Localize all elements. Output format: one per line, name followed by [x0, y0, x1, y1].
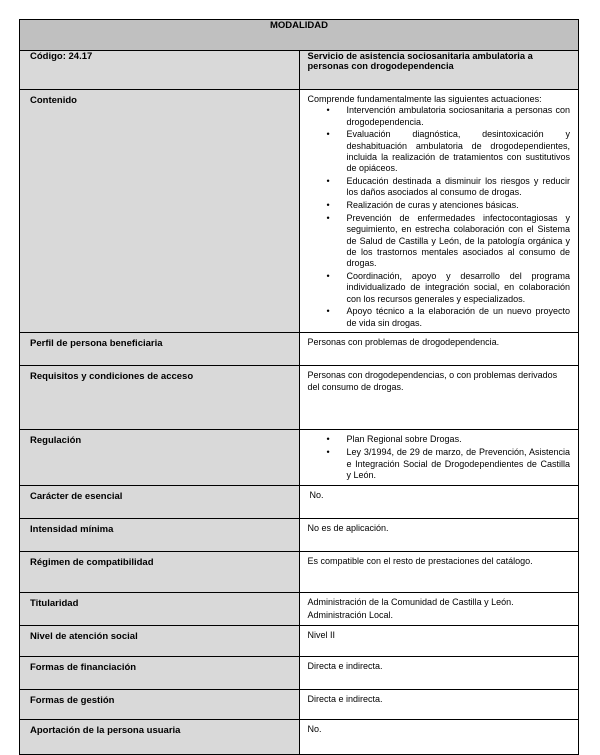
label-caracter: Carácter de esencial — [20, 485, 300, 518]
label-nivel: Nivel de atención social — [20, 625, 300, 656]
bullet-glyph: • — [326, 176, 330, 187]
row-regulacion — [20, 430, 579, 485]
list-item: • Coordinación, apoyo y desarrollo del programa individualizado de integración social, en colaboración con los recursos generales y especializados. — [326, 270, 570, 304]
service-title: Servicio de asistencia sociosanitaria ambulatoria a personas con drogodependencia — [299, 51, 579, 90]
label-financiacion: Formas de financiación — [20, 656, 300, 689]
value-gestion: Directa e indirecta. — [299, 689, 579, 719]
value-titularidad — [299, 592, 579, 625]
bullet-glyph: • — [326, 306, 330, 317]
label-gestion: Formas de gestión — [20, 689, 300, 719]
list-item: • Prevención de enfermedades infectocontagiosas y seguimiento, en estrecha colaboración con el Sistema de Salud de Castilla y León, de la patología orgánica y de los trastornos mentales asociados al consumo de drogas. — [326, 212, 570, 269]
header-row — [20, 20, 579, 51]
bullet-glyph: • — [326, 447, 330, 458]
modalidad-table — [19, 19, 579, 755]
row-titularidad — [20, 592, 579, 625]
label-regulacion: Regulación — [20, 430, 300, 485]
row-caracter — [20, 485, 579, 518]
value-contenido — [299, 90, 579, 333]
label-regimen: Régimen de compatibilidad — [20, 551, 300, 592]
value-intensidad: No es de aplicación. — [299, 518, 579, 551]
row-nivel — [20, 625, 579, 656]
label-contenido: Contenido — [20, 90, 300, 333]
list-item: • Plan Regional sobre Drogas. — [326, 434, 462, 445]
value-regulacion — [299, 430, 579, 485]
bullet-glyph: • — [326, 129, 330, 140]
bullet-glyph: • — [326, 434, 330, 445]
row-contenido — [20, 90, 579, 333]
code-label: Código: 24.17 — [20, 51, 300, 90]
code-row — [20, 51, 579, 90]
regulacion-list — [308, 434, 571, 481]
label-perfil: Perfil de persona beneficiaria — [20, 333, 300, 366]
list-item: • Ley 3/1994, de 29 de marzo, de Prevención, Asistencia e Integración Social de Drogodependientes de Castilla y León. — [326, 447, 570, 480]
bullet-glyph: • — [326, 105, 330, 116]
row-gestion — [20, 689, 579, 719]
value-requisitos: Personas con drogodependencias, o con problemas derivados del consumo de drogas. — [299, 366, 579, 430]
row-financiacion — [20, 656, 579, 689]
contenido-list — [308, 105, 571, 329]
label-intensidad: Intensidad mínima — [20, 518, 300, 551]
titularidad-line-2: Administración Local. — [307, 609, 394, 620]
bullet-glyph: • — [326, 200, 330, 211]
bullet-glyph: • — [326, 212, 330, 223]
titularidad-line-1: Administración de la Comunidad de Castilla y León. — [307, 596, 514, 607]
label-titularidad: Titularidad — [20, 592, 300, 625]
row-intensidad — [20, 518, 579, 551]
value-financiacion: Directa e indirecta. — [299, 656, 579, 689]
value-caracter: No. — [299, 485, 579, 518]
value-regimen: Es compatible con el resto de prestaciones del catálogo. — [299, 551, 579, 592]
list-item: • Realización de curas y atenciones básicas. — [326, 200, 519, 211]
list-item: • Evaluación diagnóstica, desintoxicación y deshabituación ambulatoria de drogodependientes, incluida la realización de tratamientos con sustitutivos de opiáceos. — [326, 129, 570, 174]
bullet-glyph: • — [326, 270, 330, 281]
list-item: • Educación destinada a disminuir los riesgos y reducir los daños asociados al consumo de drogas. — [326, 176, 570, 198]
row-aportacion — [20, 719, 579, 754]
row-regimen — [20, 551, 579, 592]
label-requisitos: Requisitos y condiciones de acceso — [20, 366, 300, 430]
row-perfil — [20, 333, 579, 366]
value-nivel: Nivel II — [299, 625, 579, 656]
list-item: • Apoyo técnico a la elaboración de un nuevo proyecto de vida sin drogas. — [326, 306, 570, 328]
value-perfil: Personas con problemas de drogodependencia. — [299, 333, 579, 366]
contenido-intro: Comprende fundamentalmente las siguientes actuaciones: — [307, 94, 542, 104]
list-item: • Intervención ambulatoria sociosanitaria a personas con drogodependencia. — [326, 105, 570, 127]
value-aportacion: No. — [299, 719, 579, 754]
label-aportacion: Aportación de la persona usuaria — [20, 719, 300, 754]
table-header: MODALIDAD — [20, 20, 579, 51]
row-requisitos — [20, 366, 579, 430]
